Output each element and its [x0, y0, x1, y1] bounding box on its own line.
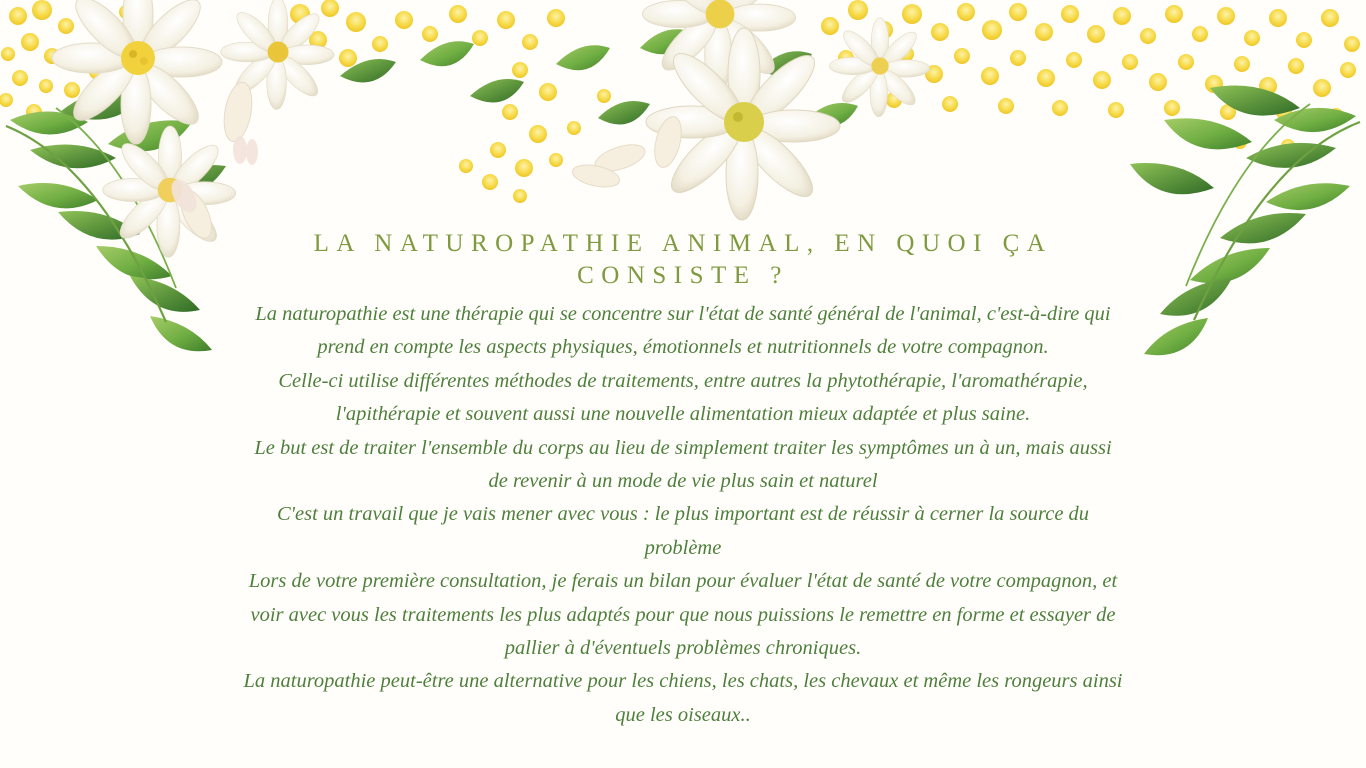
paragraph: Celle-ci utilise différentes méthodes de traitements, entre autres la phytothérapie, l'aromathérapie, l'apithérapie et souvent aussi une nouvelle alimentation mieux adaptée et plus saine.: [278, 369, 1088, 426]
paragraph: La naturopathie peut-être une alternative pour les chiens, les chats, les chevaux et même les rongeurs ainsi que les oiseaux..: [243, 670, 1123, 726]
paragraph: Lors de votre première consultation, je ferais un bilan pour évaluer l'état de santé de votre compagnon, et voir avec vous les traitements les plus adaptés pour que nous puissions le remettre en forme et essayer de pallier à d'éventuels problèmes chroniques.: [248, 570, 1118, 660]
article-content: [243, 228, 1123, 732]
paragraph: La naturopathie est une thérapie qui se concentre sur l'état de santé général de l'animal, c'est-à-dire qui prend en compte les aspects physiques, émotionnels et nutritionnels de votre compagnon.: [255, 303, 1111, 359]
paragraph: Le but est de traiter l'ensemble du corps au lieu de simplement traiter les symptômes un à un, mais aussi de revenir à un mode de vie plus sain et naturel: [254, 436, 1112, 493]
page-title: LA NATUROPATHIE ANIMAL, EN QUOI ÇA CONSISTE ?: [313, 230, 1053, 289]
paragraph-list: [243, 298, 1123, 732]
paragraph: C'est un travail que je vais mener avec vous : le plus important est de réussir à cerner la source du problème: [276, 503, 1090, 559]
